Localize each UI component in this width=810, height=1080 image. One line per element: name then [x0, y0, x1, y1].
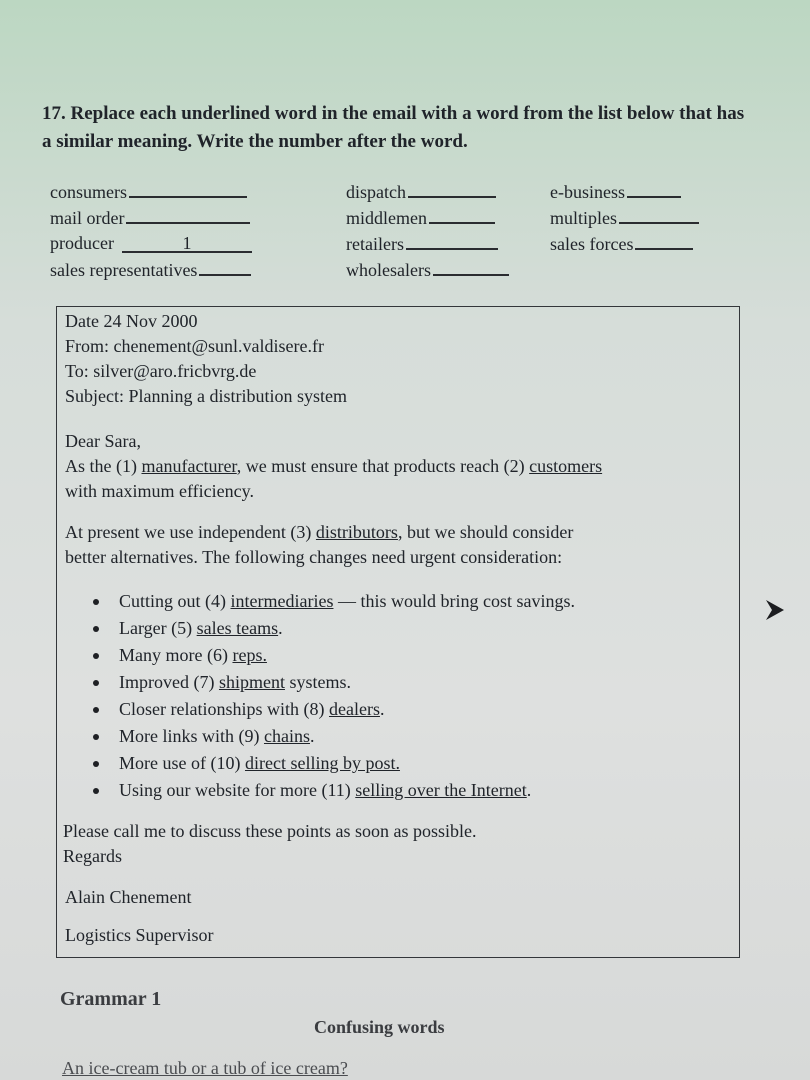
- answer-blank[interactable]: [433, 256, 509, 276]
- word-bank-item: [50, 256, 252, 282]
- email-paragraph-1-line-2: with maximum efficiency.: [65, 481, 254, 501]
- text-run: Improved (7): [119, 672, 219, 692]
- bullet-list: [87, 589, 707, 805]
- list-item: [87, 589, 707, 616]
- text-run: Larger (5): [119, 618, 197, 638]
- closing-regards: Regards: [63, 846, 122, 866]
- list-item: [87, 670, 707, 697]
- list-item: [87, 643, 707, 670]
- word-bank-item: [550, 178, 699, 204]
- answer-blank[interactable]: [429, 204, 495, 224]
- email-subject: Subject: Planning a distribution system: [65, 386, 347, 406]
- word-bank-column-2: [346, 178, 509, 282]
- word-bank-word: wholesalers: [346, 260, 431, 280]
- bullet-icon: [93, 734, 99, 740]
- section-subtitle: Confusing words: [314, 1017, 445, 1037]
- text-run: .: [309, 726, 315, 746]
- text-run: More use of (10): [119, 753, 245, 773]
- text-run: Using our website for more (11): [119, 780, 356, 800]
- text-run: .: [379, 699, 385, 719]
- bullet-icon: [93, 707, 99, 713]
- text-run: More links with (9): [119, 726, 264, 746]
- bullet-icon: [93, 788, 99, 794]
- text-run: Many more (6): [119, 645, 233, 665]
- underlined-word: selling over the Internet: [355, 780, 527, 800]
- text-run: As the (1): [65, 456, 142, 476]
- email-to: To: silver@aro.fricbvrg.de: [65, 361, 257, 381]
- email-paragraph-1-line-1: [65, 454, 733, 479]
- list-item: [87, 751, 707, 778]
- underlined-word: intermediaries: [230, 591, 334, 611]
- underlined-word: manufacturer: [141, 456, 237, 476]
- answer-blank[interactable]: [635, 230, 693, 250]
- word-bank-word: multiples: [550, 208, 617, 228]
- text-run: At present we use independent (3): [65, 522, 316, 542]
- text-run: .: [278, 618, 283, 638]
- answer-blank[interactable]: [619, 204, 699, 224]
- word-bank-item: [50, 230, 252, 256]
- closing-line: Please call me to discuss these points as soon as possible.: [63, 821, 477, 841]
- word-bank-item: [550, 204, 699, 230]
- email-date: Date 24 Nov 2000: [65, 311, 198, 331]
- word-bank-column-1: [50, 178, 252, 282]
- word-bank-item: [346, 204, 509, 230]
- text-run: , but we should consider: [397, 522, 574, 542]
- email-from: From: chenement@sunl.valdisere.fr: [65, 336, 325, 356]
- list-item: [87, 697, 707, 724]
- underlined-word: shipment: [218, 672, 285, 692]
- underlined-word: distributors: [315, 522, 398, 542]
- text-run: Cutting out (4): [119, 591, 231, 611]
- section-title: Grammar 1: [60, 988, 162, 1010]
- word-bank-word: producer: [50, 233, 114, 253]
- underlined-word: customers: [529, 456, 603, 476]
- bullet-icon: [93, 761, 99, 767]
- email-signer: Alain Chenement: [65, 887, 192, 907]
- email-closing: [63, 819, 476, 869]
- word-bank-column-3: [550, 178, 699, 256]
- email-box: [56, 306, 740, 958]
- email-paragraph-2-line-2: better alternatives. The following changes need urgent consideration:: [65, 547, 563, 567]
- email-greeting: Dear Sara,: [65, 431, 141, 451]
- text-run: — this would bring cost savings.: [333, 591, 575, 611]
- word-bank-item: [50, 204, 252, 230]
- text-run: .: [526, 780, 532, 800]
- list-item: [87, 724, 707, 751]
- email-paragraph-2-line-1: [65, 520, 733, 545]
- answer-blank[interactable]: [408, 178, 496, 198]
- bullet-icon: [93, 599, 99, 605]
- answer-blank[interactable]: [129, 178, 247, 198]
- exercise-heading: 17. Replace each underlined word in the email with a word from the list below that has a similar meaning. Write the number after the word.: [42, 103, 745, 152]
- mouse-pointer-icon: [764, 596, 786, 624]
- bullet-icon: [93, 626, 99, 632]
- underlined-word: dealers: [328, 699, 380, 719]
- partial-line: An ice-cream tub or a tub of ice cream?: [62, 1058, 348, 1078]
- word-bank-word: sales representatives: [50, 260, 198, 280]
- text-run: systems.: [284, 672, 351, 692]
- underlined-word: chains: [263, 726, 310, 746]
- word-bank-word: dispatch: [346, 182, 406, 202]
- word-bank-item: [346, 256, 509, 282]
- answer-blank[interactable]: [199, 256, 251, 276]
- word-bank-word: sales forces: [550, 234, 634, 254]
- list-item: [87, 616, 707, 643]
- text-run: , we must ensure that products reach (2): [236, 456, 530, 476]
- answer-blank[interactable]: 1: [122, 233, 252, 253]
- word-bank-word: retailers: [346, 234, 404, 254]
- underlined-word: direct selling by post.: [244, 753, 400, 773]
- word-bank-word: e-business: [550, 182, 625, 202]
- answer-blank[interactable]: [126, 204, 250, 224]
- word-bank-word: consumers: [50, 182, 127, 202]
- word-bank-item: [550, 230, 699, 256]
- bullet-icon: [93, 653, 99, 659]
- word-bank-word: middlemen: [346, 208, 427, 228]
- word-bank-item: [346, 178, 509, 204]
- word-bank: [50, 178, 750, 288]
- list-item: [87, 778, 707, 805]
- underlined-word: reps.: [232, 645, 267, 665]
- word-bank-item: [346, 230, 509, 256]
- word-bank-item: [50, 178, 252, 204]
- word-bank-word: mail order: [50, 208, 125, 228]
- bullet-icon: [93, 680, 99, 686]
- email-signer-role: Logistics Supervisor: [65, 925, 214, 945]
- text-run: Closer relationships with (8): [119, 699, 329, 719]
- answer-blank[interactable]: [627, 178, 681, 198]
- email-body: [65, 309, 733, 570]
- underlined-word: sales teams: [196, 618, 279, 638]
- answer-blank[interactable]: [406, 230, 498, 250]
